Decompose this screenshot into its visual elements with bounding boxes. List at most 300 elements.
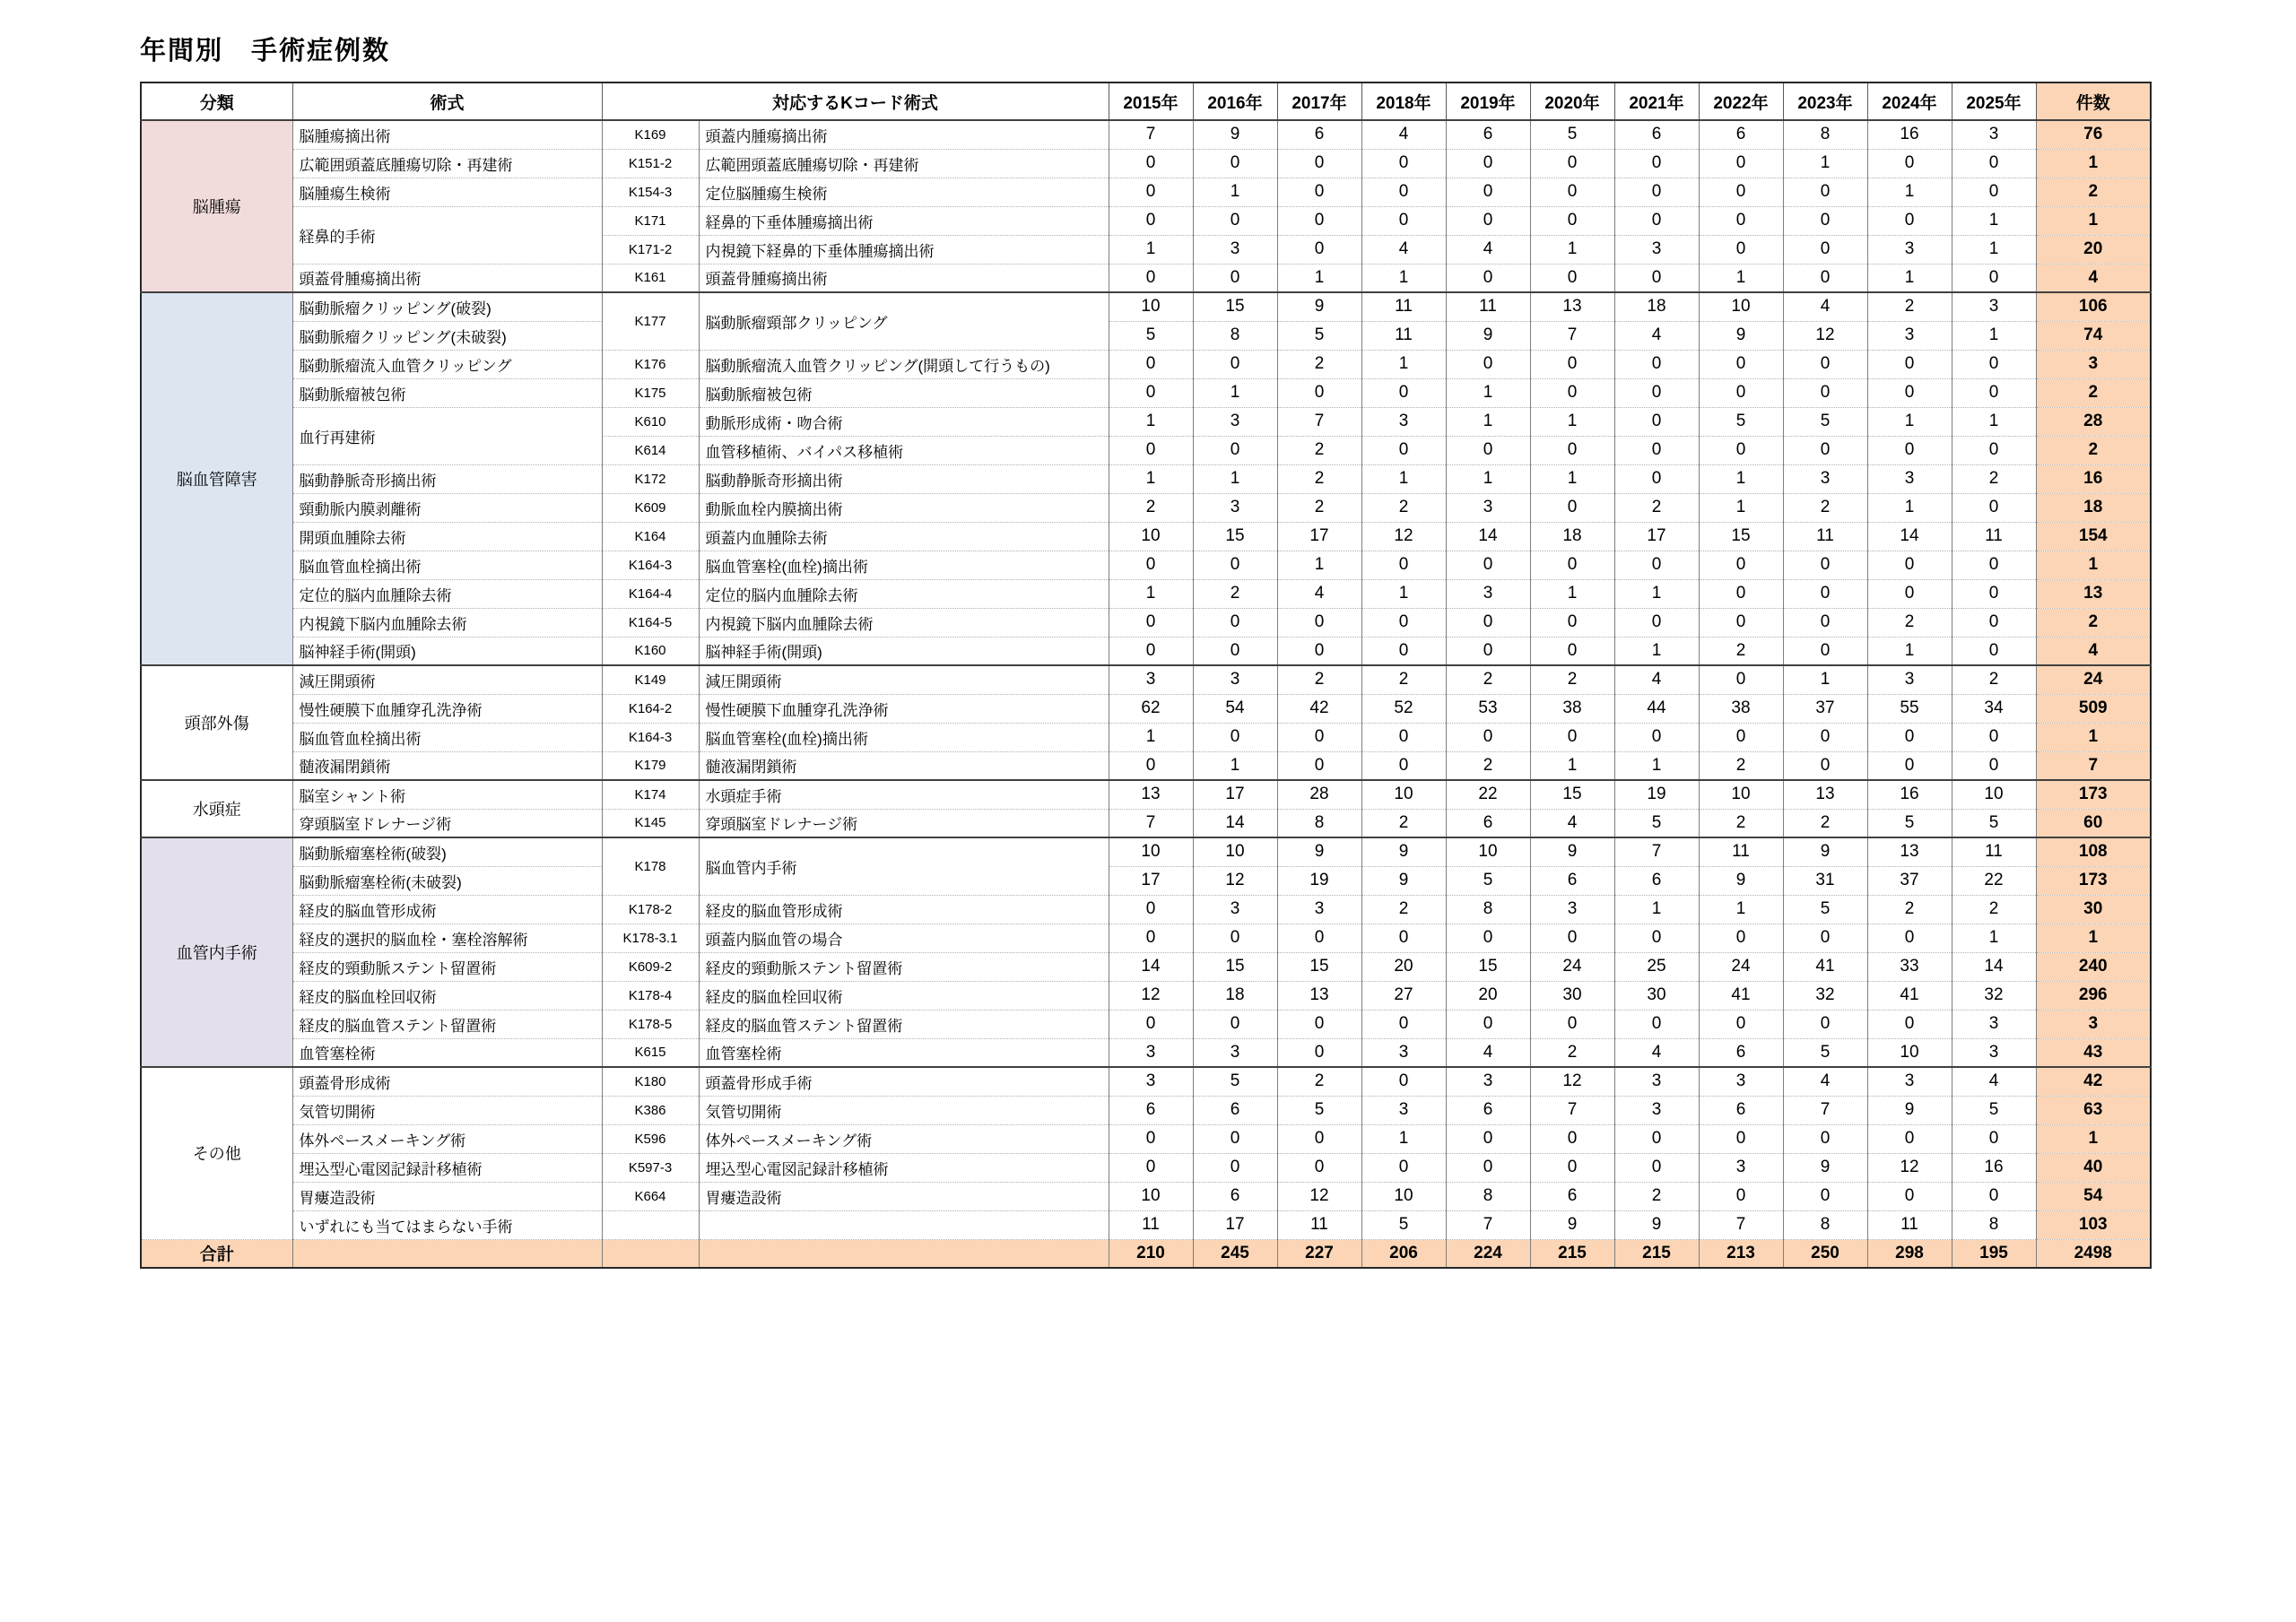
grand-total-year-value: 215 xyxy=(1614,1239,1699,1268)
year-value-cell: 3 xyxy=(1446,493,1530,522)
year-value-cell: 0 xyxy=(1446,1010,1530,1038)
year-value-cell: 6 xyxy=(1446,1096,1530,1124)
year-value-cell: 3 xyxy=(1867,321,1952,350)
grand-total-year-value: 250 xyxy=(1783,1239,1867,1268)
year-value-cell: 0 xyxy=(1867,551,1952,579)
year-value-cell: 0 xyxy=(1193,1153,1277,1182)
year-value-cell: 5 xyxy=(1783,1038,1867,1067)
year-value-cell: 0 xyxy=(1446,436,1530,464)
surgery-count-table xyxy=(140,82,2152,1269)
count-cell: 1 xyxy=(2036,551,2151,579)
table-row xyxy=(141,493,2151,522)
year-value-cell: 7 xyxy=(1277,407,1361,436)
column-header-year-2018: 2018年 xyxy=(1361,82,1446,120)
year-value-cell: 0 xyxy=(1614,407,1699,436)
kcode-procedure-cell: 経皮的脳血管ステント留置術 xyxy=(699,1010,1109,1038)
year-value-cell: 0 xyxy=(1277,149,1361,178)
kcode-cell: K171 xyxy=(602,206,699,235)
kcode-cell: K610 xyxy=(602,407,699,436)
table-row xyxy=(141,751,2151,780)
year-value-cell: 2 xyxy=(1867,292,1952,321)
year-value-cell: 0 xyxy=(1699,178,1783,206)
year-value-cell: 2 xyxy=(1867,895,1952,924)
year-value-cell: 15 xyxy=(1193,522,1277,551)
year-value-cell: 12 xyxy=(1361,522,1446,551)
year-value-cell: 0 xyxy=(1867,579,1952,608)
grand-total-year-value: 210 xyxy=(1109,1239,1193,1268)
kcode-procedure-cell: 経皮的頸動脈ステント留置術 xyxy=(699,952,1109,981)
kcode-procedure-cell: 体外ペースメーキング術 xyxy=(699,1124,1109,1153)
year-value-cell: 3 xyxy=(1193,407,1277,436)
year-value-cell: 1 xyxy=(1614,751,1699,780)
year-value-cell: 30 xyxy=(1614,981,1699,1010)
year-value-cell: 17 xyxy=(1109,866,1193,895)
kcode-procedure-cell: 経皮的脳血栓回収術 xyxy=(699,981,1109,1010)
year-value-cell: 0 xyxy=(1361,1067,1446,1096)
year-value-cell: 6 xyxy=(1193,1096,1277,1124)
year-value-cell: 1 xyxy=(1193,178,1277,206)
year-value-cell: 42 xyxy=(1277,694,1361,723)
category-cell: 脳血管障害 xyxy=(141,292,292,665)
year-value-cell: 38 xyxy=(1699,694,1783,723)
year-value-cell: 6 xyxy=(1109,1096,1193,1124)
procedure-cell: 経皮的脳血管ステント留置術 xyxy=(292,1010,602,1038)
procedure-cell: 脳動脈瘤塞栓術(破裂) xyxy=(292,837,602,866)
year-value-cell: 41 xyxy=(1783,952,1867,981)
year-value-cell: 2 xyxy=(1530,665,1614,694)
count-cell: 108 xyxy=(2036,837,2151,866)
column-header-year-2016: 2016年 xyxy=(1193,82,1277,120)
year-value-cell: 62 xyxy=(1109,694,1193,723)
column-header-year-2017: 2017年 xyxy=(1277,82,1361,120)
year-value-cell: 0 xyxy=(1530,637,1614,665)
year-value-cell: 15 xyxy=(1277,952,1361,981)
year-value-cell: 0 xyxy=(1193,436,1277,464)
year-value-cell: 0 xyxy=(1867,350,1952,378)
kcode-procedure-cell: 脳動脈瘤被包術 xyxy=(699,378,1109,407)
year-value-cell: 2 xyxy=(1699,751,1783,780)
year-value-cell: 11 xyxy=(1361,321,1446,350)
kcode-cell: K177 xyxy=(602,292,699,350)
year-value-cell: 20 xyxy=(1446,981,1530,1010)
year-value-cell: 0 xyxy=(1783,1182,1867,1210)
year-value-cell: 0 xyxy=(1867,924,1952,952)
count-cell: 63 xyxy=(2036,1096,2151,1124)
year-value-cell: 1 xyxy=(1446,407,1530,436)
year-value-cell: 0 xyxy=(1783,350,1867,378)
year-value-cell: 3 xyxy=(1867,665,1952,694)
column-header-category: 分類 xyxy=(141,82,292,120)
table-row xyxy=(141,723,2151,751)
kcode-procedure-cell: 埋込型心電図記録計移植術 xyxy=(699,1153,1109,1182)
year-value-cell: 3 xyxy=(1277,895,1361,924)
year-value-cell: 13 xyxy=(1867,837,1952,866)
kcode-cell: K615 xyxy=(602,1038,699,1067)
table-row xyxy=(141,579,2151,608)
year-value-cell: 7 xyxy=(1530,321,1614,350)
year-value-cell: 9 xyxy=(1699,866,1783,895)
year-value-cell: 1 xyxy=(1783,665,1867,694)
year-value-cell: 14 xyxy=(1867,522,1952,551)
year-value-cell: 12 xyxy=(1109,981,1193,1010)
year-value-cell: 9 xyxy=(1530,837,1614,866)
year-value-cell: 0 xyxy=(1193,149,1277,178)
year-value-cell: 1 xyxy=(1699,264,1783,292)
year-value-cell: 9 xyxy=(1867,1096,1952,1124)
kcode-cell: K164-5 xyxy=(602,608,699,637)
count-cell: 76 xyxy=(2036,120,2151,149)
year-value-cell: 0 xyxy=(1867,1124,1952,1153)
year-value-cell: 5 xyxy=(1699,407,1783,436)
year-value-cell: 1 xyxy=(1952,321,2036,350)
year-value-cell: 1 xyxy=(1867,407,1952,436)
year-value-cell: 6 xyxy=(1530,1182,1614,1210)
year-value-cell: 0 xyxy=(1193,264,1277,292)
year-value-cell: 0 xyxy=(1109,149,1193,178)
year-value-cell: 0 xyxy=(1361,1153,1446,1182)
count-cell: 173 xyxy=(2036,866,2151,895)
kcode-procedure-cell: 脳血管塞栓(血栓)摘出術 xyxy=(699,551,1109,579)
year-value-cell: 4 xyxy=(1783,292,1867,321)
year-value-cell: 16 xyxy=(1867,780,1952,809)
year-value-cell: 0 xyxy=(1699,723,1783,751)
year-value-cell: 0 xyxy=(1867,723,1952,751)
count-cell: 2 xyxy=(2036,378,2151,407)
year-value-cell: 0 xyxy=(1361,751,1446,780)
kcode-cell: K609 xyxy=(602,493,699,522)
year-value-cell: 0 xyxy=(1952,149,2036,178)
year-value-cell: 0 xyxy=(1277,235,1361,264)
count-cell: 106 xyxy=(2036,292,2151,321)
year-value-cell: 2 xyxy=(1277,493,1361,522)
year-value-cell: 0 xyxy=(1952,436,2036,464)
count-cell: 3 xyxy=(2036,1010,2151,1038)
year-value-cell: 5 xyxy=(1952,809,2036,837)
table-row xyxy=(141,809,2151,837)
procedure-cell: 脳血管血栓摘出術 xyxy=(292,723,602,751)
year-value-cell: 5 xyxy=(1277,321,1361,350)
year-value-cell: 0 xyxy=(1699,436,1783,464)
year-value-cell: 30 xyxy=(1530,981,1614,1010)
kcode-cell: K161 xyxy=(602,264,699,292)
year-value-cell: 0 xyxy=(1952,378,2036,407)
count-cell: 173 xyxy=(2036,780,2151,809)
year-value-cell: 3 xyxy=(1109,1067,1193,1096)
procedure-cell: 気管切開術 xyxy=(292,1096,602,1124)
year-value-cell: 10 xyxy=(1109,292,1193,321)
year-value-cell: 1 xyxy=(1952,235,2036,264)
kcode-cell: K164-3 xyxy=(602,551,699,579)
kcode-cell: K172 xyxy=(602,464,699,493)
kcode-cell: K386 xyxy=(602,1096,699,1124)
table-row xyxy=(141,178,2151,206)
table-row xyxy=(141,1010,2151,1038)
year-value-cell: 9 xyxy=(1783,1153,1867,1182)
year-value-cell: 3 xyxy=(1361,1038,1446,1067)
year-value-cell: 0 xyxy=(1446,350,1530,378)
procedure-cell: 脳動脈瘤クリッピング(破裂) xyxy=(292,292,602,321)
year-value-cell: 22 xyxy=(1446,780,1530,809)
year-value-cell: 3 xyxy=(1193,1038,1277,1067)
grand-total-year-value: 213 xyxy=(1699,1239,1783,1268)
year-value-cell: 0 xyxy=(1446,551,1530,579)
table-row xyxy=(141,866,2151,895)
procedure-cell: 減圧開頭術 xyxy=(292,665,602,694)
year-value-cell: 0 xyxy=(1699,665,1783,694)
kcode-procedure-cell: 慢性硬膜下血腫穿孔洗浄術 xyxy=(699,694,1109,723)
year-value-cell: 1 xyxy=(1530,751,1614,780)
year-value-cell: 0 xyxy=(1699,608,1783,637)
year-value-cell: 10 xyxy=(1361,780,1446,809)
year-value-cell: 1 xyxy=(1530,579,1614,608)
procedure-cell: 定位的脳内血腫除去術 xyxy=(292,579,602,608)
year-value-cell: 0 xyxy=(1109,608,1193,637)
year-value-cell: 0 xyxy=(1614,608,1699,637)
year-value-cell: 0 xyxy=(1530,350,1614,378)
year-value-cell: 0 xyxy=(1867,751,1952,780)
kcode-procedure-cell: 脳血管塞栓(血栓)摘出術 xyxy=(699,723,1109,751)
procedure-cell: 脳腫瘍摘出術 xyxy=(292,120,602,149)
column-header-procedure: 術式 xyxy=(292,82,602,120)
kcode-procedure-cell: 定位的脳内血腫除去術 xyxy=(699,579,1109,608)
kcode-cell: K178-3.1 xyxy=(602,924,699,952)
count-cell: 103 xyxy=(2036,1210,2151,1239)
grand-total-year-value: 206 xyxy=(1361,1239,1446,1268)
year-value-cell: 0 xyxy=(1952,493,2036,522)
year-value-cell: 5 xyxy=(1446,866,1530,895)
year-value-cell: 0 xyxy=(1783,924,1867,952)
grand-total-count: 2498 xyxy=(2036,1239,2151,1268)
year-value-cell: 0 xyxy=(1109,751,1193,780)
count-cell: 240 xyxy=(2036,952,2151,981)
year-value-cell: 0 xyxy=(1361,149,1446,178)
count-cell: 509 xyxy=(2036,694,2151,723)
year-value-cell: 1 xyxy=(1867,493,1952,522)
year-value-cell: 0 xyxy=(1277,723,1361,751)
year-value-cell: 0 xyxy=(1530,1010,1614,1038)
year-value-cell: 3 xyxy=(1614,1067,1699,1096)
year-value-cell: 0 xyxy=(1446,149,1530,178)
category-cell: 血管内手術 xyxy=(141,837,292,1067)
year-value-cell: 0 xyxy=(1530,436,1614,464)
kcode-cell: K176 xyxy=(602,350,699,378)
year-value-cell: 0 xyxy=(1109,1010,1193,1038)
year-value-cell: 8 xyxy=(1446,895,1530,924)
year-value-cell: 0 xyxy=(1952,1182,2036,1210)
year-value-cell: 0 xyxy=(1783,751,1867,780)
year-value-cell: 4 xyxy=(1952,1067,2036,1096)
year-value-cell: 6 xyxy=(1614,866,1699,895)
year-value-cell: 0 xyxy=(1952,751,2036,780)
year-value-cell: 1 xyxy=(1699,493,1783,522)
year-value-cell: 0 xyxy=(1699,579,1783,608)
year-value-cell: 2 xyxy=(1614,493,1699,522)
year-value-cell: 15 xyxy=(1530,780,1614,809)
table-row xyxy=(141,378,2151,407)
year-value-cell: 0 xyxy=(1109,378,1193,407)
year-value-cell: 24 xyxy=(1699,952,1783,981)
kcode-procedure-cell: 脳動脈瘤流入血管クリッピング(開頭して行うもの) xyxy=(699,350,1109,378)
kcode-procedure-cell: 頭蓋内血腫除去術 xyxy=(699,522,1109,551)
year-value-cell: 1 xyxy=(1530,464,1614,493)
grand-total-year-value: 215 xyxy=(1530,1239,1614,1268)
year-value-cell: 1 xyxy=(1699,895,1783,924)
year-value-cell: 1 xyxy=(1952,407,2036,436)
year-value-cell: 0 xyxy=(1446,206,1530,235)
year-value-cell: 2 xyxy=(1446,751,1530,780)
year-value-cell: 0 xyxy=(1446,924,1530,952)
year-value-cell: 9 xyxy=(1446,321,1530,350)
procedure-cell: 頭蓋骨形成術 xyxy=(292,1067,602,1096)
procedure-cell: 髄液漏閉鎖術 xyxy=(292,751,602,780)
kcode-procedure-cell: 減圧開頭術 xyxy=(699,665,1109,694)
count-cell: 43 xyxy=(2036,1038,2151,1067)
year-value-cell: 0 xyxy=(1614,206,1699,235)
year-value-cell: 0 xyxy=(1699,235,1783,264)
count-cell: 2 xyxy=(2036,608,2151,637)
count-cell: 1 xyxy=(2036,1124,2151,1153)
year-value-cell: 3 xyxy=(1952,120,2036,149)
year-value-cell: 6 xyxy=(1277,120,1361,149)
table-row xyxy=(141,522,2151,551)
procedure-cell: 体外ペースメーキング術 xyxy=(292,1124,602,1153)
year-value-cell: 0 xyxy=(1109,1124,1193,1153)
year-value-cell: 0 xyxy=(1699,378,1783,407)
count-cell: 40 xyxy=(2036,1153,2151,1182)
year-value-cell: 10 xyxy=(1446,837,1530,866)
count-cell: 3 xyxy=(2036,350,2151,378)
year-value-cell: 37 xyxy=(1867,866,1952,895)
kcode-procedure-cell: 動脈血栓内膜摘出術 xyxy=(699,493,1109,522)
kcode-procedure-cell: 気管切開術 xyxy=(699,1096,1109,1124)
year-value-cell: 2 xyxy=(1109,493,1193,522)
year-value-cell: 13 xyxy=(1530,292,1614,321)
kcode-procedure-cell: 広範囲頭蓋底腫瘍切除・再建術 xyxy=(699,149,1109,178)
year-value-cell: 9 xyxy=(1361,837,1446,866)
year-value-cell: 0 xyxy=(1109,924,1193,952)
year-value-cell: 15 xyxy=(1699,522,1783,551)
year-value-cell: 0 xyxy=(1530,206,1614,235)
count-cell: 1 xyxy=(2036,206,2151,235)
year-value-cell: 0 xyxy=(1361,178,1446,206)
kcode-cell xyxy=(602,1210,699,1239)
procedure-cell: 経皮的脳血管形成術 xyxy=(292,895,602,924)
year-value-cell: 41 xyxy=(1867,981,1952,1010)
year-value-cell: 0 xyxy=(1783,436,1867,464)
year-value-cell: 0 xyxy=(1530,178,1614,206)
year-value-cell: 2 xyxy=(1277,350,1361,378)
year-value-cell: 1 xyxy=(1952,924,2036,952)
year-value-cell: 4 xyxy=(1530,809,1614,837)
procedure-cell: いずれにも当てはまらない手術 xyxy=(292,1210,602,1239)
kcode-procedure-cell: 脳神経手術(開頭) xyxy=(699,637,1109,665)
year-value-cell: 1 xyxy=(1952,206,2036,235)
procedure-cell: 広範囲頭蓋底腫瘍切除・再建術 xyxy=(292,149,602,178)
column-header-kcode-procedure: 対応するKコード術式 xyxy=(602,82,1109,120)
count-cell: 30 xyxy=(2036,895,2151,924)
year-value-cell: 5 xyxy=(1109,321,1193,350)
year-value-cell: 11 xyxy=(1867,1210,1952,1239)
table-row xyxy=(141,120,2151,149)
year-value-cell: 0 xyxy=(1361,436,1446,464)
column-header-count: 件数 xyxy=(2036,82,2151,120)
year-value-cell: 1 xyxy=(1193,751,1277,780)
year-value-cell: 0 xyxy=(1193,350,1277,378)
year-value-cell: 1 xyxy=(1699,464,1783,493)
kcode-procedure-cell: 経鼻的下垂体腫瘍摘出術 xyxy=(699,206,1109,235)
year-value-cell: 0 xyxy=(1783,637,1867,665)
year-value-cell: 18 xyxy=(1614,292,1699,321)
kcode-procedure-cell: 内視鏡下脳内血腫除去術 xyxy=(699,608,1109,637)
year-value-cell: 0 xyxy=(1699,206,1783,235)
count-cell: 2 xyxy=(2036,178,2151,206)
year-value-cell: 17 xyxy=(1193,780,1277,809)
year-value-cell: 11 xyxy=(1783,522,1867,551)
kcode-cell: K164-4 xyxy=(602,579,699,608)
year-value-cell: 0 xyxy=(1952,637,2036,665)
year-value-cell: 38 xyxy=(1530,694,1614,723)
table-row xyxy=(141,551,2151,579)
year-value-cell: 20 xyxy=(1361,952,1446,981)
kcode-cell: K174 xyxy=(602,780,699,809)
year-value-cell: 2 xyxy=(1530,1038,1614,1067)
year-value-cell: 12 xyxy=(1277,1182,1361,1210)
table-row xyxy=(141,1153,2151,1182)
year-value-cell: 8 xyxy=(1193,321,1277,350)
year-value-cell: 1 xyxy=(1109,579,1193,608)
year-value-cell: 1 xyxy=(1361,464,1446,493)
year-value-cell: 0 xyxy=(1109,436,1193,464)
year-value-cell: 12 xyxy=(1193,866,1277,895)
year-value-cell: 2 xyxy=(1361,493,1446,522)
year-value-cell: 0 xyxy=(1193,723,1277,751)
procedure-cell: 脳動脈瘤塞栓術(未破裂) xyxy=(292,866,602,895)
procedure-cell: 頭蓋骨腫瘍摘出術 xyxy=(292,264,602,292)
year-value-cell: 11 xyxy=(1952,837,2036,866)
column-header-year-2025: 2025年 xyxy=(1952,82,2036,120)
year-value-cell: 6 xyxy=(1193,1182,1277,1210)
year-value-cell: 55 xyxy=(1867,694,1952,723)
year-value-cell: 7 xyxy=(1699,1210,1783,1239)
year-value-cell: 1 xyxy=(1867,637,1952,665)
year-value-cell: 1 xyxy=(1614,637,1699,665)
year-value-cell: 5 xyxy=(1361,1210,1446,1239)
year-value-cell: 0 xyxy=(1952,1124,2036,1153)
kcode-procedure-cell: 胃瘻造設術 xyxy=(699,1182,1109,1210)
count-cell: 13 xyxy=(2036,579,2151,608)
year-value-cell: 0 xyxy=(1530,608,1614,637)
year-value-cell: 7 xyxy=(1783,1096,1867,1124)
kcode-cell: K664 xyxy=(602,1182,699,1210)
year-value-cell: 12 xyxy=(1783,321,1867,350)
year-value-cell: 10 xyxy=(1109,1182,1193,1210)
year-value-cell: 13 xyxy=(1277,981,1361,1010)
year-value-cell: 1 xyxy=(1614,579,1699,608)
procedure-cell: 胃瘻造設術 xyxy=(292,1182,602,1210)
year-value-cell: 0 xyxy=(1109,350,1193,378)
column-header-year-2021: 2021年 xyxy=(1614,82,1699,120)
grand-total-year-value: 298 xyxy=(1867,1239,1952,1268)
year-value-cell: 0 xyxy=(1446,1124,1530,1153)
year-value-cell: 0 xyxy=(1614,1153,1699,1182)
year-value-cell: 2 xyxy=(1361,809,1446,837)
count-cell: 2 xyxy=(2036,436,2151,464)
column-header-year-2015: 2015年 xyxy=(1109,82,1193,120)
kcode-cell: K169 xyxy=(602,120,699,149)
year-value-cell: 17 xyxy=(1614,522,1699,551)
kcode-cell: K597-3 xyxy=(602,1153,699,1182)
year-value-cell: 0 xyxy=(1783,1124,1867,1153)
